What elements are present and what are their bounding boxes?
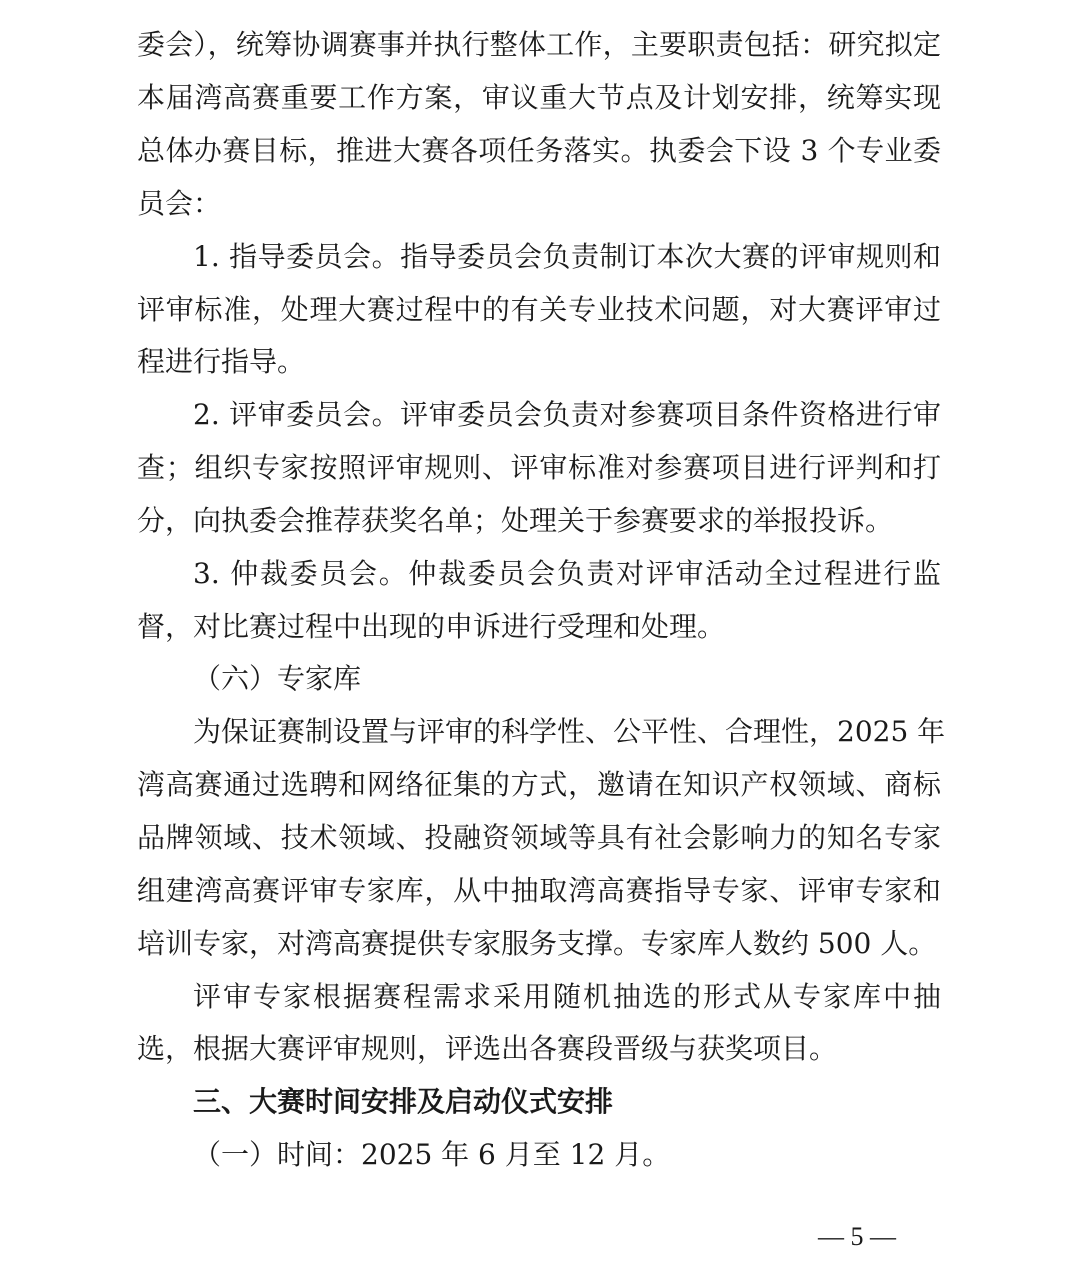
text-line: 组建湾高赛评审专家库，从中抽取湾高赛指导专家、评审专家和 — [137, 874, 941, 907]
text-line: 选，根据大赛评审规则，评选出各赛段晋级与获奖项目。 — [137, 1032, 838, 1065]
text-line: 本届湾高赛重要工作方案，审议重大节点及计划安排，统筹实现 — [137, 81, 941, 114]
text-line: 培训专家，对湾高赛提供专家服务支撑。专家库人数约 500 人。 — [137, 927, 937, 960]
text-line: 委会），统筹协调赛事并执行整体工作，主要职责包括：研究拟定 — [137, 28, 941, 61]
text-line: 员会： — [137, 187, 222, 220]
page-number: — 5 — — [818, 1222, 896, 1251]
text-line: 为保证赛制设置与评审的科学性、公平性、合理性，2025 年 — [193, 715, 946, 748]
text-line: 查；组织专家按照评审规则、评审标准对参赛项目进行评判和打 — [137, 451, 941, 484]
list-item-review-committee: 2. 评审委员会。评审委员会负责对参赛项目条件资格进行审 — [193, 398, 941, 431]
subsection-time: （一）时间：2025 年 6 月至 12 月。 — [193, 1138, 671, 1171]
text-line: 总体办赛目标，推进大赛各项任务落实。执委会下设 3 个专业委 — [137, 134, 941, 167]
list-item-guidance-committee: 1. 指导委员会。指导委员会负责制订本次大赛的评审规则和 — [193, 240, 941, 273]
text-line: 湾高赛通过选聘和网络征集的方式，邀请在知识产权领域、商标 — [137, 768, 941, 801]
text-line: 督，对比赛过程中出现的申诉进行受理和处理。 — [137, 610, 726, 643]
section-heading-schedule: 三、大赛时间安排及启动仪式安排 — [193, 1085, 614, 1118]
list-item-arbitration-committee: 3. 仲裁委员会。仲裁委员会负责对评审活动全过程进行监 — [193, 557, 941, 590]
text-line: 分，向执委会推荐获奖名单；处理关于参赛要求的举报投诉。 — [137, 504, 894, 537]
text-line: 评审专家根据赛程需求采用随机抽选的形式从专家库中抽 — [193, 980, 941, 1013]
section-heading-expert-pool: （六）专家库 — [193, 662, 362, 695]
text-line: 程进行指导。 — [137, 345, 306, 378]
text-line: 品牌领域、技术领域、投融资领域等具有社会影响力的知名专家 — [137, 821, 941, 854]
text-line: 评审标准，处理大赛过程中的有关专业技术问题，对大赛评审过 — [137, 293, 941, 326]
